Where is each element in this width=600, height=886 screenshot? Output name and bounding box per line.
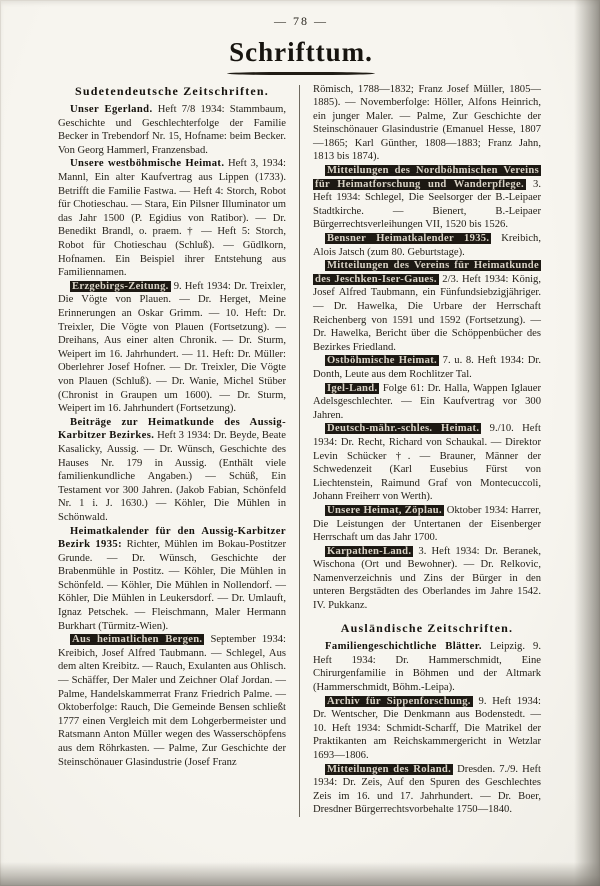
journal-entry	[58, 525, 286, 634]
journal-title: Archiv für Sippenforschung.	[327, 695, 471, 707]
journal-entry-text: Römisch, 1788—1832; Franz Josef Müller, 1805—1885). — Novemberfolge: Höller, Alfons Heinrich, ein junger Maler. — Palme, Zur Geschichte der Steinschönauer Glasindustrie (Emanuel Hesse, 1807—1865; Karl Günther, 1808—1883; Franz Jahn, 1813 bis 1874).	[313, 83, 541, 163]
journal-entry	[313, 504, 541, 545]
journal-entry-text: Oktober 1934: Harrer, Die Leistungen der Untertanen der Eisenberger Herrschaft um das Jahr 1700.	[313, 504, 541, 544]
journal-title: Familiengeschichtliche Blätter.	[325, 641, 482, 653]
journal-title: Deutsch-mähr.-schles. Heimat.	[327, 423, 480, 435]
journal-entry	[313, 382, 541, 423]
journal-entry	[313, 545, 541, 613]
section-heading-sudetendeutsche: Sudetendeutsche Zeitschriften.	[75, 83, 269, 98]
journal-title: Aus heimatlichen Bergen.	[72, 634, 203, 646]
journal-entry-text: 3. Heft 1934: Schlegel, Die Seelsorger der B.-Leipaer Stadtkirche. — Bienert, B.-Leipaer Bürgerrechtsverleihungen VII, 1520 bis 1526.	[313, 178, 541, 231]
journal-entry	[313, 695, 541, 763]
title-flourish-rule	[227, 72, 375, 75]
scan-shadow-bottom	[0, 862, 600, 886]
journal-entry	[313, 763, 541, 817]
journal-entry-text: 7. u. 8. Heft 1934: Dr. Donth, Leute aus dem Rochlitzer Tal.	[313, 355, 541, 380]
journal-title: Bensner Heimatkalender 1935.	[327, 233, 490, 245]
journal-title: Unser Egerland.	[70, 104, 153, 116]
journal-entry-text: Leipzig. 9. Heft 1934: Dr. Hammerschmidt, Eine Chirurgenfamilie in Böhmen und der Altmark (Hammerschmidt, Böhm.-Leipa).	[313, 641, 541, 694]
journal-entry	[58, 103, 286, 157]
journal-title: Ostböhmische Heimat.	[327, 355, 437, 367]
journal-entry	[313, 640, 541, 694]
journal-entry-text: 9. Heft 1934: Dr. Treixler, Die Vögte von Plauen. — Dr. Herget, Meine Erinnerungen an Oskar Grimm. — 10. Heft: Dr. Treixler, Die Vögte von Plauen (Fortsetzung). — Dreihans, Aus einer alten Chronik. — Dr. Sturm, Weipert im 16. Jahrhundert. — 11. Heft: Dr. Müller: Oberlehrer Josef Hofner. — Dr. Treixler, Die Vögte von Plauen (Schluß). — Dr. Wanie, Michel Stüber (Chronist in Graupen um 1600). — Dr. Sturm, Weipert im 16. Jahrhundert (Fortsetzung).	[58, 280, 286, 415]
journal-entry	[58, 633, 286, 769]
journal-entry	[313, 259, 541, 354]
journal-entry-text: Kreibich, Alois Jatsch (zum 80. Geburtstage).	[313, 233, 541, 258]
journal-title: Unsere Heimat, Zöplau.	[327, 504, 442, 516]
journal-entry	[313, 354, 541, 381]
journal-title: Mitteilungen des Roland.	[327, 763, 452, 775]
journal-entry-text: September 1934: Kreibich, Josef Alfred Taubmann. — Schlegel, Aus dem alten Kreibitz. — Rauch, Exulanten aus Ohlisch. — Schäffer, Der Maler und Zeichner Olaf Jordan. — Palme, Handelskammerrat Franz Friedrich Palme. — Oktoberfolge: Rauch, Die Gemeinde Bensen schließt 1777 einen Vergleich mit dem Lohgerbermeister und Ratsmann Anton Müller wegen des Wasserschöpfens aus dem Röhrkasten. — Palme, Zur Geschichte der Steinschönauer Glasindustrie (Josef Franz	[58, 634, 286, 768]
journal-entry-text: 9./10. Heft 1934: Dr. Recht, Richard von Schaukal. — Direktor Levin Schücker †. — Brauner, Männer der Schwedenzeit (Karl Eusebius Fürst von Liechtenstein, Raimund Graf von Montecuccoli, Johann Freiherr von Werth).	[313, 423, 541, 503]
journal-entry-continuation	[313, 83, 541, 165]
journal-entry	[58, 157, 286, 279]
journal-entry-text: Heft 3, 1934: Mannl, Ein alter Kaufvertrag aus Lippen (1733). Betrifft die Familie Fastwa. — Heft 4: Storch, Robot für Chotieschau. — Stara, Ein Pilsner Illuminator um das Jahr 1500 (P. Egidius von Ratibor). — Dr. Benedikt Brandl, o. praem. † — Heft 5: Storch, Robot für Chotieschau (Schluß). — Güdlkorn, Hofnamen. Ein Beispiel ihrer Entstehung aus Familiennamen.	[58, 158, 286, 279]
journal-entry	[58, 416, 286, 525]
journal-title: Beiträge zur Heimatkunde des Aussig-Karbitzer Bezirkes.	[58, 416, 286, 442]
journal-entry-text: 9. Heft 1934: Dr. Wentscher, Die Denkmann aus Bodenstedt. — 10. Heft 1934: Schmidt-Scharff, Die Matrikel der Praktikanten am Reichskammergericht in Wetzlar 1693—1806.	[313, 695, 541, 761]
journal-entry-text: 2/3. Heft 1934: König, Josef Alfred Taubmann, ein Fünfundsiebzigjähriger. — Dr. Hawelka, Die Urbare der Herrschaft Reichenberg von 1591 und 1592 (Fortsetzung). — Dr. Hawelka, Bericht über die Schöppenbücher des Bezirkes Friedland.	[313, 273, 541, 353]
journal-entry	[313, 164, 541, 232]
journal-title: Unsere westböhmische Heimat.	[70, 158, 225, 170]
right-column	[313, 83, 541, 817]
journal-entry	[313, 232, 541, 259]
journal-title: Mitteilungen des Vereins für Heimatkunde des Jeschken-Iser-Gaues.	[315, 260, 539, 285]
journal-title: Erzgebirgs-Zeitung.	[72, 280, 169, 292]
page-title: Schrifttum.	[229, 37, 373, 67]
journal-title: Igel-Land.	[327, 382, 378, 394]
journal-entry-text: 3. Heft 1934: Dr. Beranek, Wischona (Ort und Bewohner). — Dr. Relkovic, Namenverzeichnis und Zins der Bürger in den unteren Bergstädten des Oberlandes im Jahre 1542. IV. Pukkanz.	[313, 545, 541, 612]
journal-title: Karpathen-Land.	[327, 545, 412, 557]
journal-entry-text: Richter, Mühlen im Bokau-Postitzer Grunde. — Dr. Wünsch, Geschichte der Brabenmühle in Postitz. — Köhler, Die Mühlen in Schönfeld. — Köhler, Die Mühlen in Nollendorf. — Köhler, Die Mühlen in Leukersdorf. — Dr. Umlauft, Ignaz Petschek. — Fleischmann, Maler Hermann Burkhart (Türmitz-Wien).	[58, 539, 287, 632]
journal-entry	[58, 280, 286, 416]
page-number: — 78 —	[274, 14, 328, 28]
two-column-layout	[58, 83, 544, 817]
journal-title: Heimatkalender für den Aussig-Karbitzer Bezirk 1935:	[58, 525, 286, 551]
left-column	[58, 83, 286, 817]
journal-entry-text: Folge 61: Dr. Halla, Wappen Iglauer Adelsgeschlechter. — Ein Kaufvertrag vor 300 Jahren.	[313, 382, 541, 421]
journal-title: Mitteilungen des Nordböhmischen Vereins für Heimatforschung und Wanderpflege.	[315, 165, 539, 190]
journal-entry-text: Dresden. 7./9. Heft 1934: Dr. Zeis, Auf den Spuren des Geschlechtes Zeis im 16. und 17. Jahrhundert. — Dr. Boer, Dresdner Bürgerrechtsvorbehalte 1750—1840.	[313, 763, 541, 816]
journal-entry-text: Heft 7/8 1934: Stammbaum, Geschichte und Geschlechterfolge der Familie Becker in Trebendorf Nr. 15, Hofname: beim Becker. Von Georg Hammerl, Franzensbad.	[58, 104, 286, 156]
journal-entry	[313, 422, 541, 504]
section-heading-auslaendische: Ausländische Zeitschriften.	[340, 620, 514, 635]
column-divider-rule	[299, 85, 300, 817]
journal-entry-text: Heft 3 1934: Dr. Beyde, Beate Kasalicky, Aussig. — Dr. Wünsch, Geschichte des Hauses Nr. 179 in Aussig. (Enthält viele familienkundliche Angaben.) — Schüß, Ein Testament vor 300 Jahren. (Jakob Fabian, Schönfeld Nr. 1 i. J. 1630.) — Köhler, Die Mühlen in Schönwald.	[58, 430, 286, 523]
